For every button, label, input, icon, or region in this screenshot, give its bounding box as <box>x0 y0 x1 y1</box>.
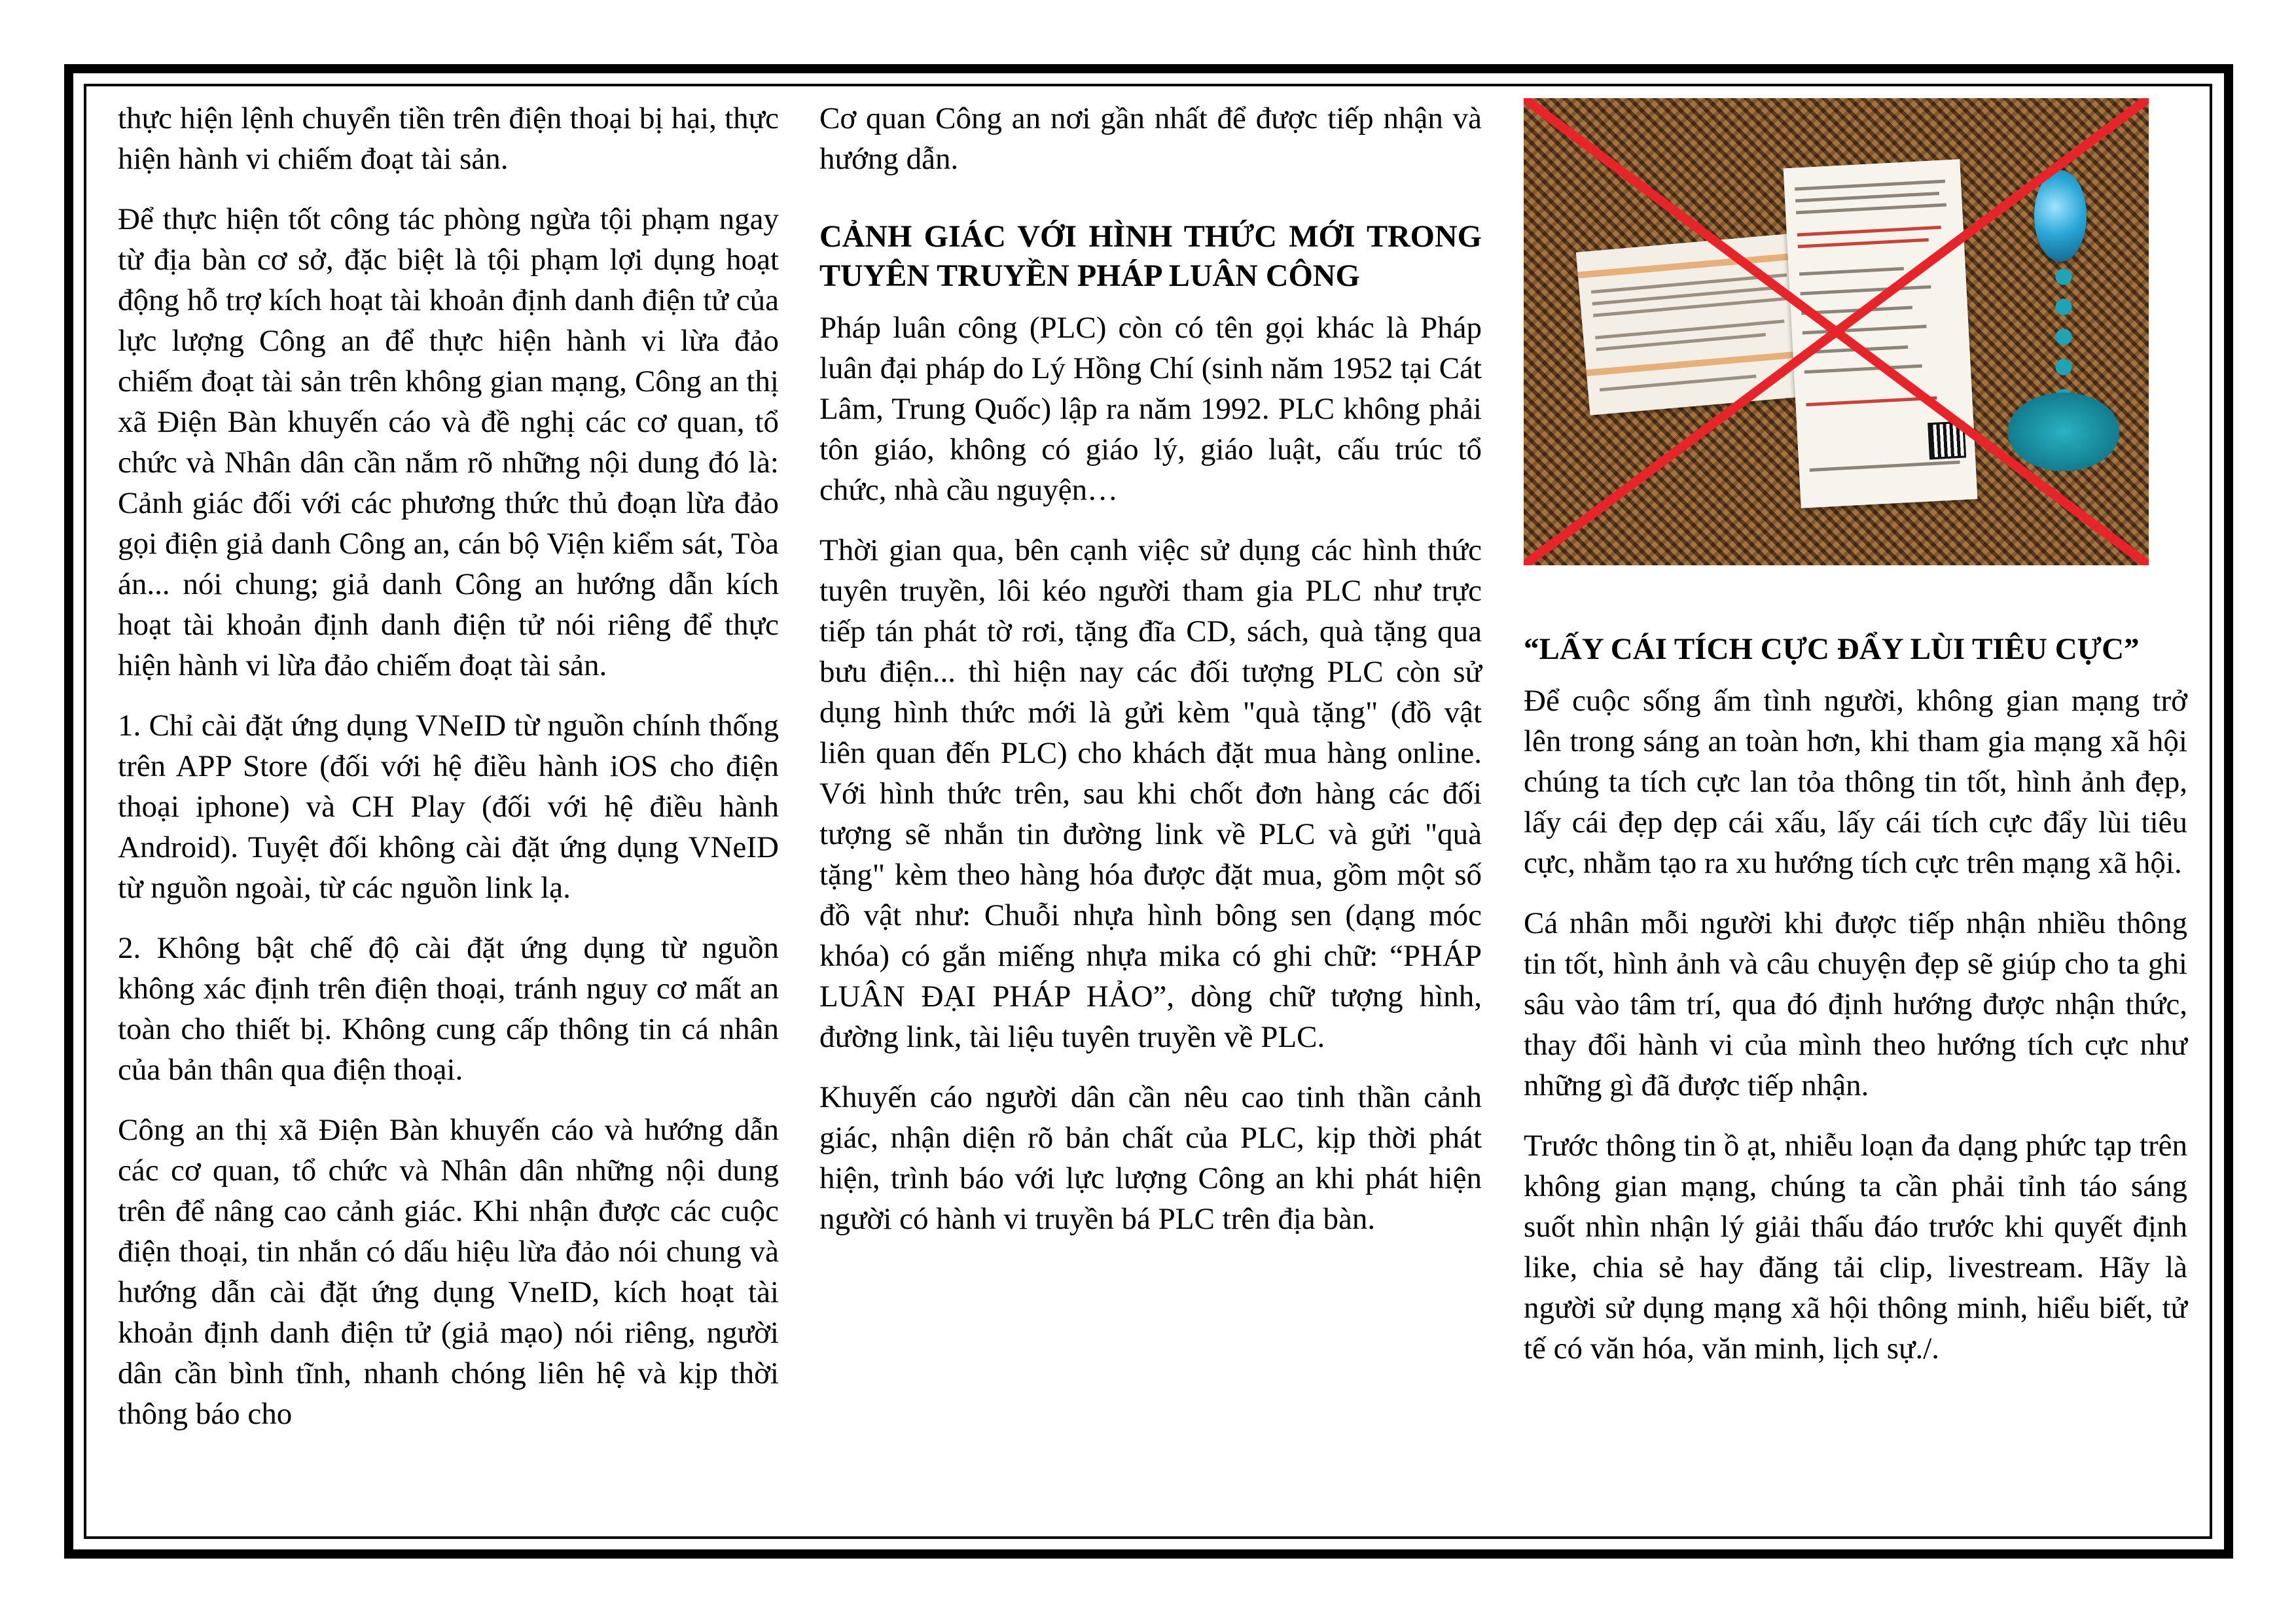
red-cross-icon <box>1524 98 2149 565</box>
section-heading: “LẤY CÁI TÍCH CỰC ĐẨY LÙI TIÊU CỰC” <box>1524 632 2140 666</box>
paragraph: Cơ quan Công an nơi gần nhất để được tiếp nhận và hướng dẫn. <box>819 101 1482 176</box>
paragraph: Trước thông tin ồ ạt, nhiễu loạn đa dạng phức tạp trên không gian mạng, chúng ta cần phải tỉnh táo sáng suốt nhìn nhận lý giải thấu đáo trước khi quyết định like, chia sẻ hay đăng tải clip, livestream. Hãy là người sử dụng mạng xã hội thông minh, hiểu biết, tử tế có văn hóa, văn minh, lịch sự./. <box>1524 1129 2187 1366</box>
column-left <box>118 98 779 1454</box>
column-right <box>1524 98 2187 1366</box>
column-middle <box>819 98 1482 1259</box>
paragraph: Để cuộc sống ấm tình người, không gian mạng trở lên trong sáng an toàn hơn, khi tham gia mạng xã hội chúng ta tích cực lan tỏa thông tin tốt, hình ảnh đẹp, lấy cái đẹp dẹp cái xấu, lấy cái tích cực đẩy lùi tiêu cực, nhằm tạo ra xu hướng tích cực trên mạng xã hội. <box>1524 684 2187 880</box>
paragraph: thực hiện lệnh chuyển tiền trên điện thoại bị hại, thực hiện hành vi chiếm đoạt tài sản. <box>118 101 779 176</box>
section-heading: CẢNH GIÁC VỚI HÌNH THỨC MỚI TRONG TUYÊN TRUYỀN PHÁP LUÂN CÔNG <box>819 219 1482 293</box>
paragraph: 1. Chỉ cài đặt ứng dụng VNeID từ nguồn chính thống trên APP Store (đối với hệ điều hành iOS cho điện thoại iphone) và CH Play (đối với hệ điều hành Android). Tuyệt đối không cài đặt ứng dụng VNeID từ nguồn ngoài, từ các nguồn link lạ. <box>118 709 779 905</box>
paragraph: Công an thị xã Điện Bàn khuyến cáo và hướng dẫn các cơ quan, tổ chức và Nhân dân những nội dung trên để nâng cao cảnh giác. Khi nhận được các cuộc điện thoại, tin nhắn có dấu hiệu lừa đảo nói chung và hướng dẫn cài đặt ứng dụng VneID, kích hoạt tài khoản định danh điện tử (giả mạo) nói riêng, người dân cần bình tĩnh, nhanh chóng liên hệ và kịp thời thông báo cho <box>118 1113 779 1431</box>
crossed-out-photo <box>1524 98 2149 565</box>
paragraph: Khuyến cáo người dân cần nêu cao tinh thần cảnh giác, nhận diện rõ bản chất của PLC, kịp thời phát hiện, trình báo với lực lượng Công an khi phát hiện người có hành vi truyền bá PLC trên địa bàn. <box>819 1080 1482 1236</box>
paragraph: Để thực hiện tốt công tác phòng ngừa tội phạm ngay từ địa bàn cơ sở, đặc biệt là tội phạm lợi dụng hoạt động hỗ trợ kích hoạt tài khoản định danh điện tử của lực lượng Công an để thực hiện hành vi lừa đảo chiếm đoạt tài sản trên không gian mạng, Công an thị xã Điện Bàn khuyến cáo và đề nghị các cơ quan, tổ chức và Nhân dân cần nắm rõ những nội dung đó là: Cảnh giác đối với các phương thức thủ đoạn lừa đảo gọi điện giả danh Công an, cán bộ Viện kiểm sát, Tòa án... nói chung; giả danh Công an hướng dẫn kích hoạt tài khoản định danh điện tử nói riêng để thực hiện hành vi lừa đảo chiếm đoạt tài sản. <box>118 202 779 682</box>
right-text-block <box>1524 629 2187 1388</box>
paragraph: Pháp luân công (PLC) còn có tên gọi khác là Pháp luân đại pháp do Lý Hồng Chí (sinh năm 1952 tại Cát Lâm, Trung Quốc) lập ra năm 1992. PLC không phải tôn giáo, không có giáo lý, giáo luật, cấu trúc tổ chức, nhà cầu nguyện… <box>819 311 1482 507</box>
paragraph: Thời gian qua, bên cạnh việc sử dụng các hình thức tuyên truyền, lôi kéo người tham gia PLC như trực tiếp tán phát tờ rơi, tặng đĩa CD, sách, quà tặng qua bưu điện... thì hiện nay các đối tượng PLC còn sử dụng hình thức mới là gửi kèm "quà tặng" (đồ vật liên quan đến PLC) cho khách đặt mua hàng online. Với hình thức trên, sau khi chốt đơn hàng các đối tượng sẽ nhắn tin đường link về PLC và gửi "quà tặng" kèm theo hàng hóa được đặt mua, gồm một số đồ vật như: Chuỗi nhựa hình bông sen (dạng móc khóa) có gắn miếng nhựa mika có ghi chữ: “PHÁP LUÂN ĐẠI PHÁP HẢO”, dòng chữ tượng hình, đường link, tài liệu tuyên truyền về PLC. <box>819 533 1482 1054</box>
paragraph: 2. Không bật chế độ cài đặt ứng dụng từ nguồn không xác định trên điện thoại, tránh nguy cơ mất an toàn cho thiết bị. Không cung cấp thông tin cá nhân của bản thân qua điện thoại. <box>118 931 779 1087</box>
paragraph: Cá nhân mỗi người khi được tiếp nhận nhiều thông tin tốt, hình ảnh và câu chuyện đẹp sẽ giúp cho ta ghi sâu vào tâm trí, qua đó định hướng được nhận thức, thay đổi hành vi của mình theo hướng tích cực như những gì đã được tiếp nhận. <box>1524 906 2187 1103</box>
